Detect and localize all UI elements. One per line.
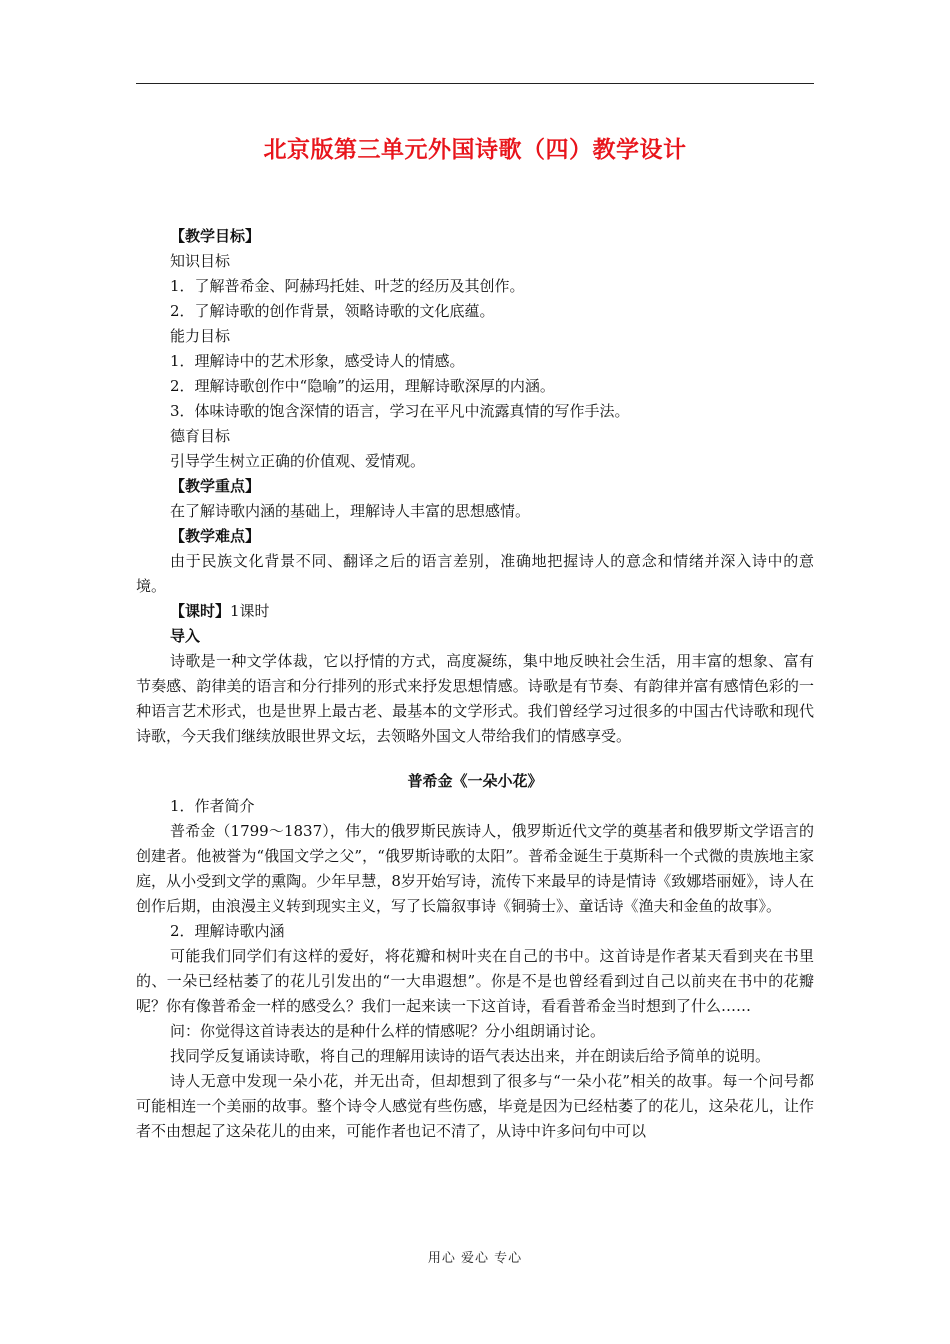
key-points-text: 在了解诗歌内涵的基础上，理解诗人丰富的思想感情。 [170, 502, 531, 520]
ability-goal-label: 能力目标 [170, 327, 231, 345]
knowledge-goal-1: 1．了解普希金、阿赫玛托娃、叶芝的经历及其创作。 [170, 277, 525, 295]
moral-goal-label: 德育目标 [170, 427, 231, 445]
heading-objectives: 【教学目标】 [170, 227, 261, 245]
ability-goal-1: 1．理解诗中的艺术形象，感受诗人的情感。 [170, 352, 465, 370]
poem-meaning-paragraph-1: 可能我们同学们有这样的爱好，将花瓣和树叶夹在自己的书中。这首诗是作者某天看到夹在书里的、一朵已经枯萎了的花儿引发出的“一大串遐想”。你是不是也曾经看到过自己以前夹在书中的花瓣呢？你有像普希金一样的感受么？我们一起来读一下这首诗，看看普希金当时想到了什么…… [136, 947, 814, 1015]
heading-period: 【课时】 [170, 602, 231, 620]
knowledge-goal-label: 知识目标 [170, 252, 231, 270]
moral-goal-1: 引导学生树立正确的价值观、爱情观。 [170, 452, 426, 470]
heading-intro: 导入 [170, 627, 201, 645]
header-rule [136, 83, 814, 84]
question-line: 问：你觉得这首诗表达的是种什么样的情感呢？分小组朗诵讨论。 [170, 1022, 606, 1040]
heading-key-points: 【教学重点】 [170, 477, 261, 495]
poem-meaning-paragraph-2: 找同学反复诵读诗歌，将自己的理解用读诗的语气表达出来，并在朗读后给予简单的说明。 [170, 1047, 771, 1065]
document-title: 北京版第三单元外国诗歌（四）教学设计 [263, 137, 687, 163]
poem-meaning-paragraph-3: 诗人无意中发现一朵小花，并无出奇，但却想到了很多与“一朵小花”相关的故事。每一个问号都可能相连一个美丽的故事。整个诗令人感觉有些伤感，毕竟是因为已经枯萎了的花儿，这朵花儿，让作者不由想起了这朵花儿的由来，可能作者也记不清了，从诗中许多问句中可以 [136, 1072, 814, 1140]
period-line [136, 599, 814, 624]
author-intro-paragraph: 普希金（1799～1837），伟大的俄罗斯民族诗人，俄罗斯近代文学的奠基者和俄罗斯文学语言的创建者。他被誉为“俄国文学之父”，“俄罗斯诗歌的太阳”。普希金诞生于莫斯科一个式微的贵族地主家庭，从小受到文学的熏陶。少年早慧，8岁开始写诗，流传下来最早的诗是情诗《致娜塔丽娅》，诗人在创作后期，由浪漫主义转到现实主义，写了长篇叙事诗《铜骑士》、童话诗《渔夫和金鱼的故事》。 [136, 822, 814, 915]
ability-goal-3: 3．体味诗歌的饱含深情的语言，学习在平凡中流露真情的写作手法。 [170, 402, 630, 420]
poem-meaning-heading: 2．理解诗歌内涵 [170, 922, 285, 940]
heading-difficulties: 【教学难点】 [170, 527, 261, 545]
period-value: 1课时 [230, 602, 270, 620]
author-intro-heading: 1．作者简介 [170, 797, 255, 815]
intro-paragraph: 诗歌是一种文学体裁，它以抒情的方式，高度凝练，集中地反映社会生活，用丰富的想象、富有节奏感、韵律美的语言和分行排列的形式来抒发思想情感。诗歌是有节奏、有韵律并富有感情色彩的一种语言艺术形式，也是世界上最古老、最基本的文学形式。我们曾经学习过很多的中国古代诗歌和现代诗歌，今天我们继续放眼世界文坛，去领略外国文人带给我们的情感享受。 [136, 652, 814, 745]
poem-section-title: 普希金《一朵小花》 [407, 772, 543, 790]
knowledge-goal-2: 2．了解诗歌的创作背景，领略诗歌的文化底蕴。 [170, 302, 495, 320]
page-footer: 用心 爱心 专心 [427, 1251, 523, 1266]
ability-goal-2: 2．理解诗歌创作中“隐喻”的运用，理解诗歌深厚的内涵。 [170, 377, 555, 395]
difficulties-text: 由于民族文化背景不同、翻译之后的语言差别，准确地把握诗人的意念和情绪并深入诗中的意境。 [136, 552, 814, 595]
document-body [136, 224, 814, 1144]
